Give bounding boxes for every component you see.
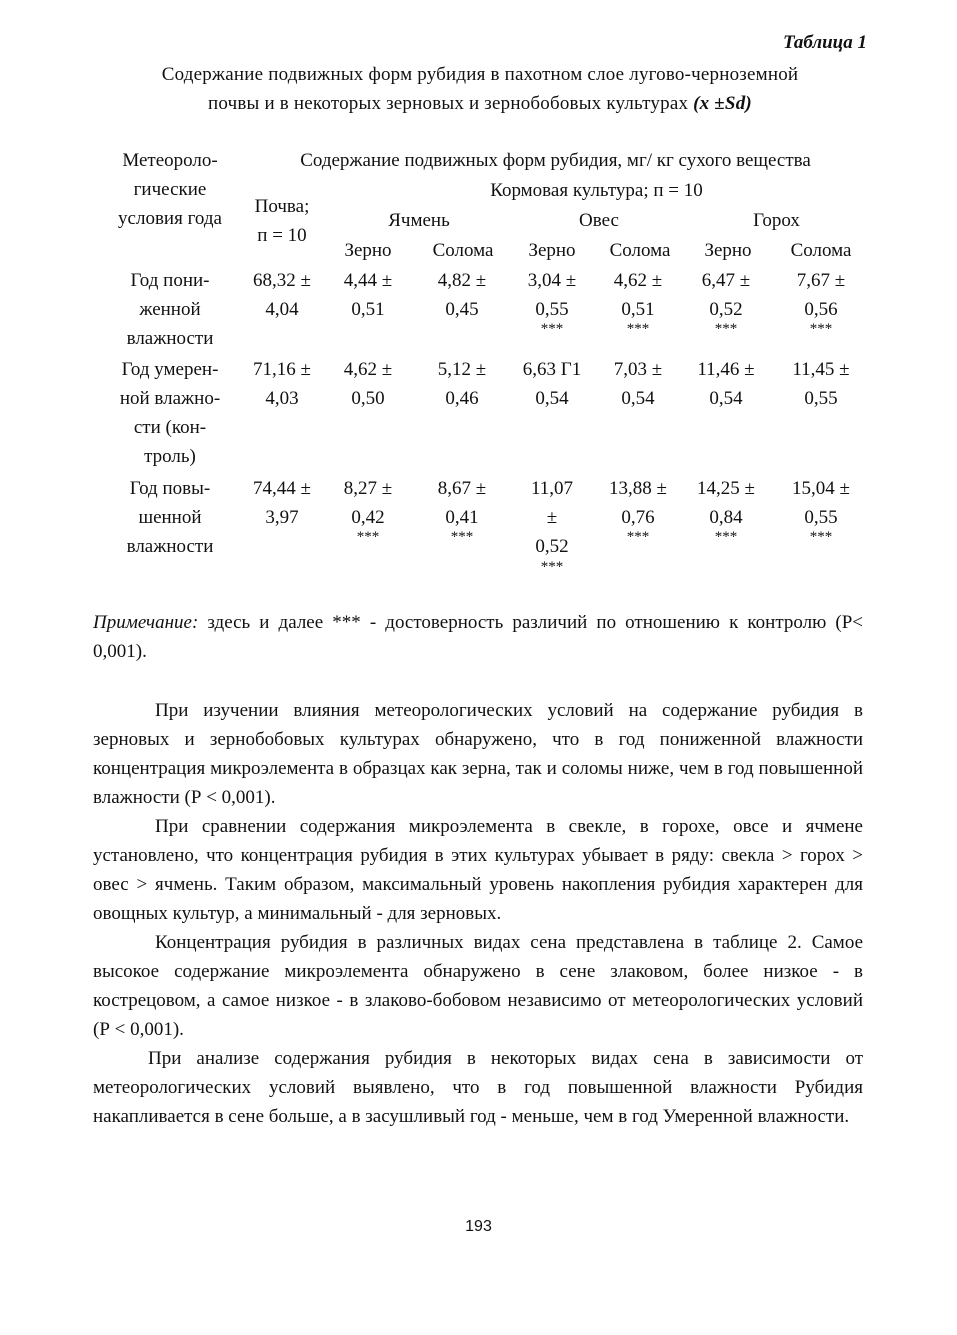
table-cell: 13,88 ± 0,76: [609, 478, 667, 528]
significance-marker: ***: [809, 321, 833, 337]
table-cell: 3,04 ± 0,55: [527, 270, 577, 320]
paragraph: При сравнении содержания микроэлемента в свекле, в горохе, овсе и ячмене установлено, что концентрация рубидия в этих культурах убывает в ряду: свекла > горох > овес > ячмень. Таким образом, максимальный уровень накопления рубидия характерен для овощных культур, а минимальный - для зерновых.: [93, 816, 863, 924]
caption-formula: (x ±Sd): [693, 93, 752, 114]
table-cell: 11,45 ± 0,55: [792, 359, 850, 409]
row-label: Год повы- шенной влажности: [126, 478, 214, 557]
table-cell: 6,47 ± 0,52: [701, 270, 751, 320]
significance-marker: ***: [356, 529, 380, 545]
table-cell: 8,27 ± 0,42: [343, 478, 393, 528]
body-text: [93, 696, 863, 1131]
header-oats: Овес: [579, 210, 619, 231]
table-cell: 11,46 ± 0,54: [697, 359, 755, 409]
caption-line-2-text: почвы и в некоторых зерновых и зернобобовых культурах: [208, 93, 694, 114]
header-feed-crop: Кормовая культура; п = 10: [490, 180, 703, 201]
header-conditions: Метеороло- гические условия года: [118, 150, 222, 229]
table-cell: 5,12 ± 0,46: [437, 359, 487, 409]
table-cell: 4,62 ± 0,51: [613, 270, 663, 320]
header-content: Содержание подвижных форм рубидия, мг/ кг сухого вещества: [300, 150, 811, 171]
table-cell: 8,67 ± 0,41: [437, 478, 487, 528]
header-straw: Солома: [609, 240, 671, 261]
header-straw: Солома: [790, 240, 852, 261]
data-table: [0, 0, 957, 600]
significance-marker: ***: [540, 321, 564, 337]
header-soil: Почва; п = 10: [254, 196, 310, 246]
table-cell: 7,67 ± 0,56: [796, 270, 846, 320]
page-number: 193: [465, 1218, 492, 1235]
row-label: Год пони- женной влажности: [126, 270, 214, 349]
note-label: Примечание:: [93, 612, 199, 633]
table-cell: 74,44 ± 3,97: [253, 478, 311, 528]
header-grain: Зерно: [528, 240, 576, 261]
header-peas: Горох: [753, 210, 800, 231]
significance-marker: ***: [626, 529, 650, 545]
significance-marker: ***: [714, 321, 738, 337]
table-number: Таблица 1: [782, 32, 867, 53]
header-grain: Зерно: [344, 240, 392, 261]
table-cell: 4,82 ± 0,45: [437, 270, 487, 320]
paragraph: При изучении влияния метеорологических условий на содержание рубидия в зерновых и зернобобовых культурах обнаружено, что в год пониженной влажности концентрация микроэлемента в образцах как зерна, так и соломы ниже, чем в год повышенной влажности (Р < 0,001).: [93, 700, 863, 808]
table-cell: 15,04 ± 0,55: [792, 478, 850, 528]
table-cell: 4,44 ± 0,51: [343, 270, 393, 320]
caption-line-1: Содержание подвижных форм рубидия в пахотном слое лугово-черноземной: [161, 64, 799, 85]
table-cell: 71,16 ± 4,03: [253, 359, 311, 409]
paragraph: При анализе содержания рубидия в некоторых видах сена в зависимости от метеорологических условий выявлено, что в год повышенной влажности Рубидия накапливается в сене больше, а в засушливый год - меньше, чем в год Умеренной влажности.: [93, 1048, 863, 1127]
significance-marker: ***: [626, 321, 650, 337]
table-cell: 68,32 ± 4,04: [253, 270, 311, 320]
significance-marker: ***: [540, 559, 564, 575]
significance-marker: ***: [809, 529, 833, 545]
header-grain: Зерно: [704, 240, 752, 261]
table-cell: 6,63 Г1 0,54: [522, 359, 582, 409]
note-text: здесь и далее *** - достоверность различий по отношению к контролю (Р< 0,001).: [93, 612, 863, 662]
header-barley: Ячмень: [388, 210, 450, 231]
table-cell: 11,07 ± 0,52: [530, 478, 574, 557]
table-cell: 7,03 ± 0,54: [613, 359, 663, 409]
table-note: [93, 608, 863, 666]
paragraph: Концентрация рубидия в различных видах сена представлена в таблице 2. Самое высокое содержание микроэлемента обнаружено в сене злаковом, более низкое - в кострецовом, а самое низкое - в злаково-бобовом независимо от метеорологических условий (Р < 0,001).: [93, 932, 863, 1040]
significance-marker: ***: [714, 529, 738, 545]
table-cell: 14,25 ± 0,84: [697, 478, 755, 528]
header-straw: Солома: [432, 240, 494, 261]
significance-marker: ***: [450, 529, 474, 545]
row-label: Год умерен- ной влажно- сти (кон- троль): [119, 359, 221, 467]
table-cell: 4,62 ± 0,50: [343, 359, 393, 409]
